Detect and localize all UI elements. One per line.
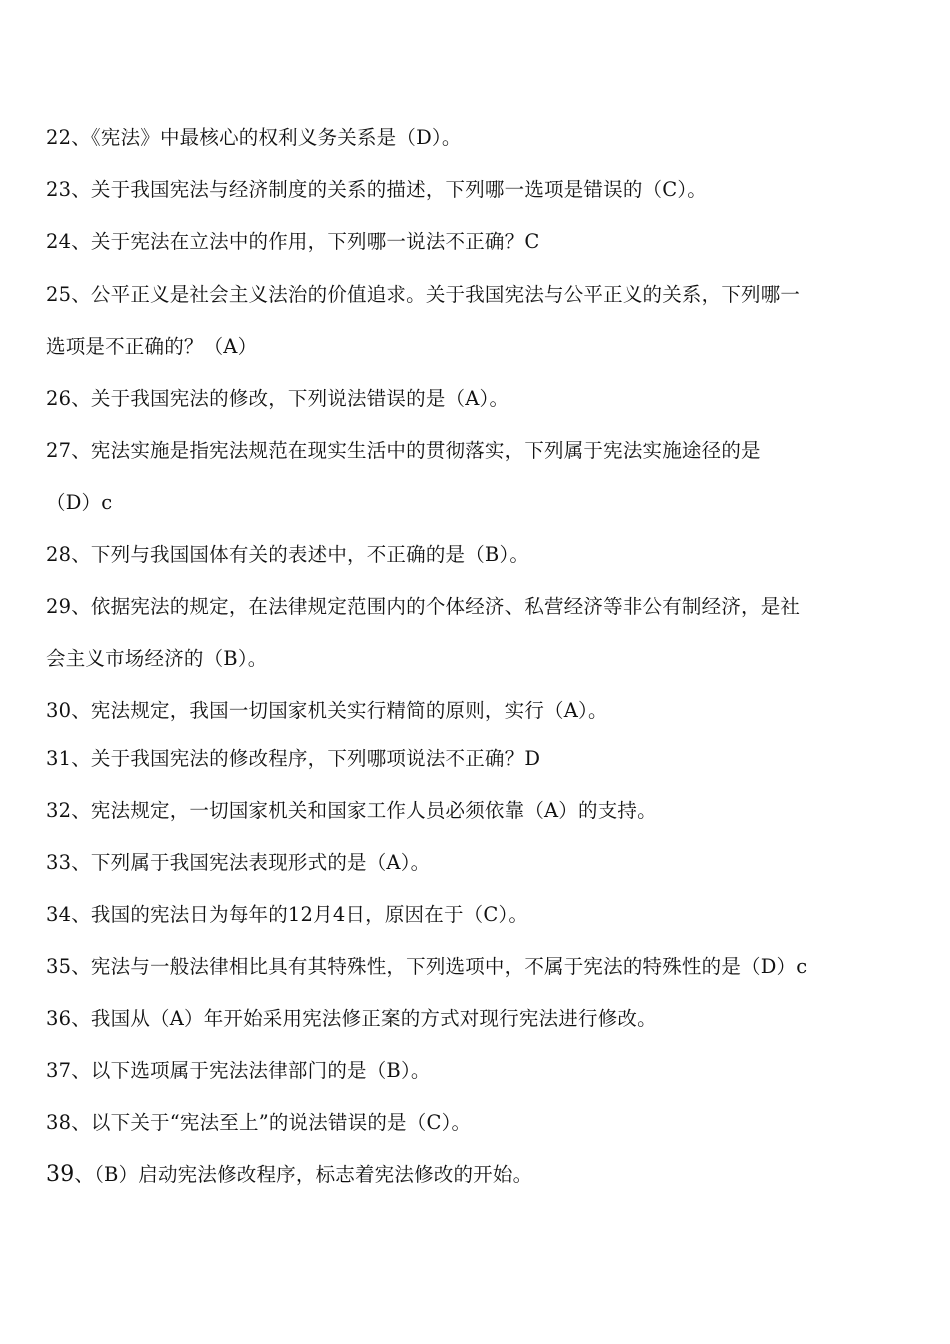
question-36: 36、我国从（A）年开始采用宪法修正案的方式对现行宪法进行修改。: [46, 1007, 657, 1030]
question-24: 24、关于宪法在立法中的作用，下列哪一说法不正确？C: [46, 230, 540, 253]
question-32: 32、宪法规定，一切国家机关和国家工作人员必须依靠（A）的支持。: [46, 799, 657, 822]
question-33: 33、下列属于我国宪法表现形式的是（A）。: [46, 851, 431, 874]
question-25: 25、公平正义是社会主义法治的价值追求。关于我国宪法与公平正义的关系，下列哪一: [46, 283, 801, 306]
question-27: 27、宪法实施是指宪法规范在现实生活中的贯彻落实，下列属于宪法实施途径的是: [46, 439, 761, 462]
question-31: 31、关于我国宪法的修改程序，下列哪项说法不正确？D: [46, 747, 541, 770]
question-35: 35、宪法与一般法律相比具有其特殊性，下列选项中，不属于宪法的特殊性的是（D）c: [46, 955, 808, 978]
question-28: 28、下列与我国国体有关的表述中，不正确的是（B）。: [46, 543, 530, 566]
question-25-continuation: 选项是不正确的？（A）: [46, 335, 258, 358]
question-29-continuation: 会主义市场经济的（B）。: [46, 647, 268, 670]
question-39: 39、（B）启动宪法修改程序，标志着宪法修改的开始。: [46, 1162, 533, 1187]
question-37: 37、以下选项属于宪法法律部门的是（B）。: [46, 1059, 431, 1082]
question-22: 22、《宪法》中最核心的权利义务关系是（D）。: [46, 126, 462, 149]
question-34: 34、我国的宪法日为每年的12月4日，原因在于（C）。: [46, 903, 529, 926]
question-38: 38、以下关于“宪法至上”的说法错误的是（C）。: [46, 1111, 472, 1134]
question-29: 29、依据宪法的规定，在法律规定范围内的个体经济、私营经济等非公有制经济，是社: [46, 595, 801, 618]
question-30: 30、宪法规定，我国一切国家机关实行精简的原则，实行（A）。: [46, 699, 608, 722]
question-26: 26、关于我国宪法的修改，下列说法错误的是（A）。: [46, 387, 510, 410]
question-27-continuation: （D）c: [46, 491, 113, 514]
question-23: 23、关于我国宪法与经济制度的关系的描述，下列哪一选项是错误的（C）。: [46, 178, 707, 201]
